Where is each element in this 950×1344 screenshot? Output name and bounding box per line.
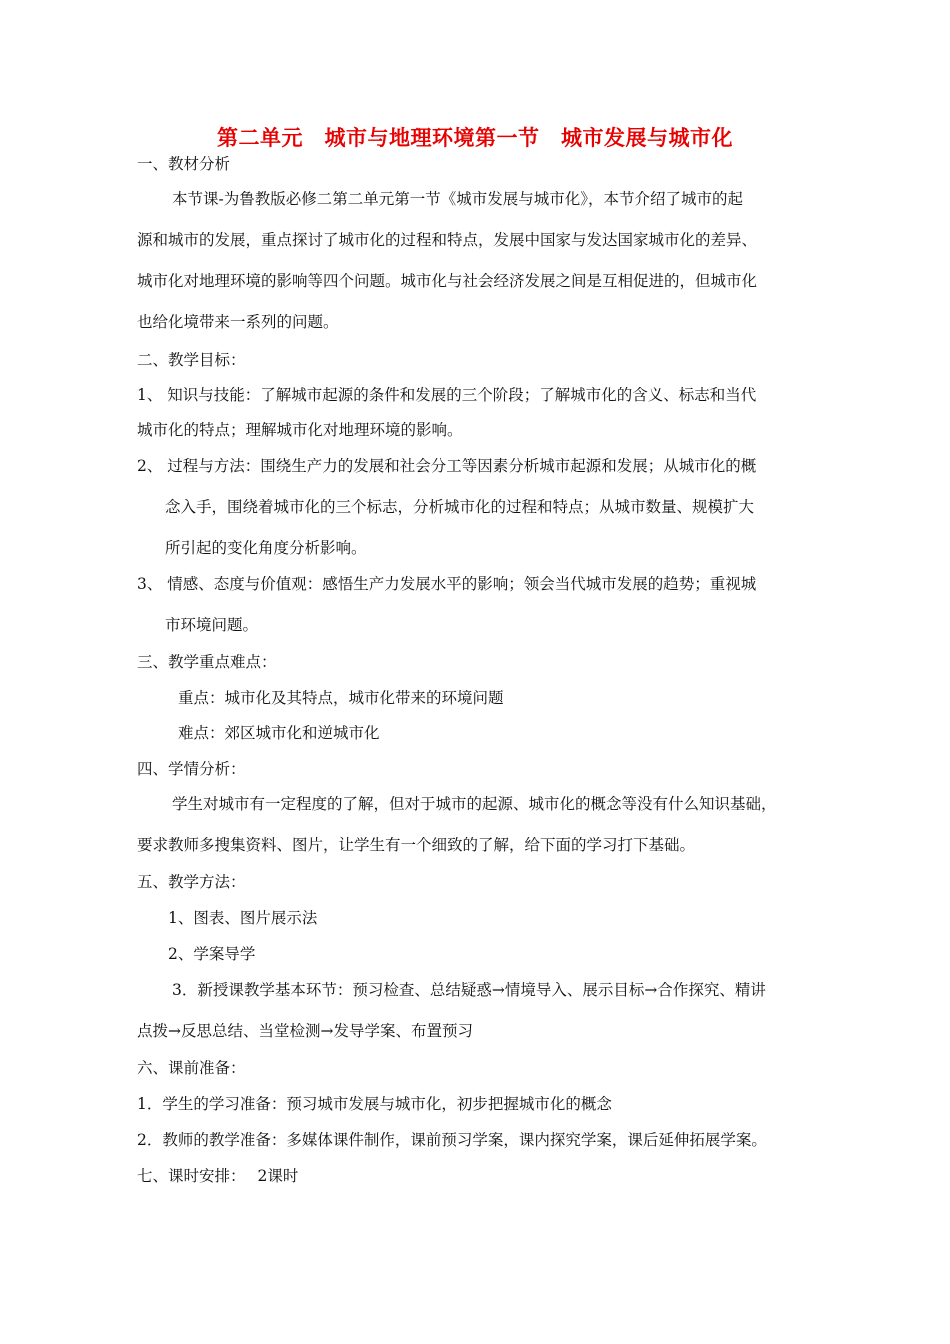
list-item: 2．教师的教学准备：多媒体课件制作，课前预习学案，课内探究学案，课后延伸拓展学案。 bbox=[137, 1131, 767, 1149]
schedule-label: 七、课时安排： bbox=[137, 1167, 246, 1185]
list-item: 3、 情感、态度与价值观：感悟生产力发展水平的影响；领会当代城市发展的趋势；重视城 bbox=[137, 575, 757, 593]
list-item: 1．学生的学习准备：预习城市发展与城市化，初步把握城市化的概念 bbox=[137, 1095, 612, 1113]
section-heading-schedule bbox=[137, 1166, 298, 1186]
list-item-continuation: 所引起的变化角度分析影响。 bbox=[165, 539, 367, 557]
section-heading-teaching-methods: 五、教学方法： bbox=[137, 873, 246, 891]
difficult-point-line: 难点：郊区城市化和逆城市化 bbox=[178, 724, 380, 742]
list-item: 1、图表、图片展示法 bbox=[168, 909, 318, 927]
list-item: 1、 知识与技能：了解城市起源的条件和发展的三个阶段；了解城市化的含义、标志和当代 bbox=[137, 386, 757, 404]
schedule-value: 2课时 bbox=[257, 1167, 299, 1185]
list-item-continuation: 点拨→反思总结、当堂检测→发导学案、布置预习 bbox=[137, 1022, 473, 1040]
list-item: 2、学案导学 bbox=[168, 945, 256, 963]
section-heading-key-points: 三、教学重点难点： bbox=[137, 653, 277, 671]
key-point-line: 重点：城市化及其特点，城市化带来的环境问题 bbox=[178, 689, 504, 707]
section-heading-preparation: 六、课前准备： bbox=[137, 1059, 246, 1077]
section-heading-student-analysis: 四、学情分析： bbox=[137, 760, 246, 778]
list-item-continuation: 市环境问题。 bbox=[165, 616, 259, 634]
section-heading-material-analysis: 一、教材分析 bbox=[137, 155, 231, 173]
list-item-continuation: 念入手，围绕着城市化的三个标志，分析城市化的过程和特点；从城市数量、规模扩大 bbox=[165, 498, 755, 516]
list-item: 3．新授课教学基本环节：预习检查、总结疑惑→情境导入、展示目标→合作探究、精讲 bbox=[172, 981, 766, 999]
section-heading-teaching-goals: 二、教学目标： bbox=[137, 351, 246, 369]
paragraph-line: 城市化对地理环境的影响等四个问题。城市化与社会经济发展之间是互相促进的，但城市化 bbox=[137, 272, 758, 290]
paragraph-line: 也给化境带来一系列的问题。 bbox=[137, 313, 339, 331]
paragraph-line: 要求教师多搜集资料、图片，让学生有一个细致的了解，给下面的学习打下基础。 bbox=[137, 836, 696, 854]
list-item: 2、 过程与方法：围绕生产力的发展和社会分工等因素分析城市起源和发展；从城市化的概 bbox=[137, 457, 757, 475]
paragraph-line: 本节课-为鲁教版必修二第二单元第一节《城市发展与城市化》，本节介绍了城市的起 bbox=[172, 190, 743, 208]
paragraph-line: 源和城市的发展，重点探讨了城市化的过程和特点，发展中国家与发达国家城市化的差异、 bbox=[137, 231, 758, 249]
list-item-continuation: 城市化的特点；理解城市化对地理环境的影响。 bbox=[137, 421, 463, 439]
paragraph-line: 学生对城市有一定程度的了解，但对于城市的起源、城市化的概念等没有什么知识基础， bbox=[172, 795, 777, 813]
document-title: 第二单元 城市与地理环境第一节 城市发展与城市化 bbox=[217, 126, 733, 150]
